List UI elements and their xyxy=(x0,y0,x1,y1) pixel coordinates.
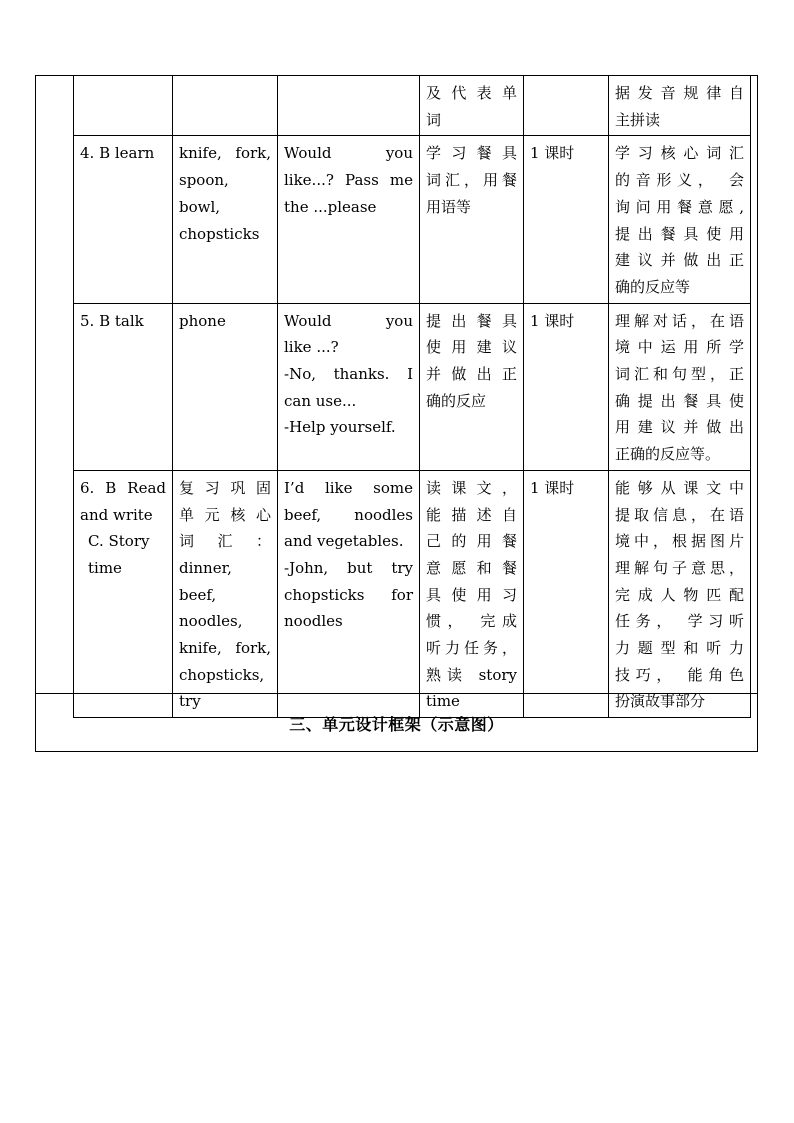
goals-cell xyxy=(609,470,751,717)
sentence-line: -John, but try xyxy=(284,558,413,577)
lesson-line: and write xyxy=(80,505,153,524)
sentence-line: can use... xyxy=(284,391,357,410)
goals-line: 的音形义， 会 xyxy=(615,171,744,190)
vocab-line: chopsticks xyxy=(179,224,260,243)
table-row xyxy=(74,470,751,717)
focus-line: 词汇，用餐 xyxy=(426,171,517,190)
lesson-cell xyxy=(74,76,173,136)
vocab-line: knife, fork, xyxy=(179,639,271,658)
goals-line: 询问用餐意愿, xyxy=(615,197,744,216)
focus-line: 确的反应 xyxy=(426,391,487,410)
goals-cell xyxy=(609,303,751,470)
focus-line: 熟读 story xyxy=(426,665,517,684)
vocab-line: knife, fork, xyxy=(179,144,271,163)
focus-line: time xyxy=(426,692,460,711)
vocab-cell xyxy=(173,470,278,717)
sentence-line: like...? Pass me xyxy=(284,171,413,190)
goals-cell xyxy=(609,136,751,303)
goals-line: 技巧， 能角色 xyxy=(615,665,744,684)
focus-line: 听力任务， xyxy=(426,639,517,658)
lesson-cell xyxy=(74,303,173,470)
goals-line: 建议并做出正 xyxy=(615,251,744,270)
hours-cell xyxy=(524,136,609,303)
focus-cell xyxy=(420,303,524,470)
lesson-cell xyxy=(74,136,173,303)
table-row xyxy=(74,303,751,470)
sentence-line: chopsticks for xyxy=(284,585,413,604)
vocab-cell xyxy=(173,76,278,136)
sentence-line: Would you xyxy=(284,311,413,330)
hours-cell xyxy=(524,76,609,136)
section-heading: 三、单元设计框架（示意图） xyxy=(289,714,504,734)
focus-line: 己的用餐 xyxy=(426,532,517,551)
vocab-line: beef, xyxy=(179,585,217,604)
focus-line: 学习餐具 xyxy=(426,144,517,163)
vocab-line: chopsticks, xyxy=(179,665,265,684)
sentence-line: beef, noodles xyxy=(284,505,413,524)
vocab-line: phone xyxy=(179,311,226,330)
focus-cell xyxy=(420,76,524,136)
lesson-line: 4. B learn xyxy=(80,144,155,163)
goals-line: 理解对话，在语 xyxy=(615,311,744,330)
sentences-cell xyxy=(278,303,420,470)
goals-line: 任务， 学习听 xyxy=(615,612,744,631)
focus-cell xyxy=(420,470,524,717)
focus-line: 及代表单 xyxy=(426,84,517,102)
vocab-line: spoon, xyxy=(179,171,229,190)
vocab-cell xyxy=(173,303,278,470)
vocab-line: 复习巩固 xyxy=(179,478,271,497)
lesson-line: time xyxy=(88,558,122,577)
vocab-line: try xyxy=(179,692,201,711)
goals-line: 据发音规律自 xyxy=(615,84,744,102)
vocab-line: dinner, xyxy=(179,558,232,577)
goals-line: 确的反应等 xyxy=(615,277,691,296)
goals-line: 扮演故事部分 xyxy=(615,692,706,711)
focus-line: 词 xyxy=(426,110,442,129)
goals-line: 主拼读 xyxy=(615,110,661,129)
sentences-cell xyxy=(278,136,420,303)
goals-line: 正确的反应等。 xyxy=(615,445,721,464)
focus-line: 提出餐具 xyxy=(426,311,517,330)
lesson-line: C. Story xyxy=(88,532,150,551)
focus-line: 意愿和餐 xyxy=(426,558,517,577)
sentence-line: -Help yourself. xyxy=(284,418,396,437)
table-row xyxy=(74,76,751,136)
sentence-line: and vegetables. xyxy=(284,532,404,551)
sentence-line: Would you xyxy=(284,144,413,163)
focus-line: 并做出正 xyxy=(426,365,517,384)
goals-line: 力题型和听力 xyxy=(615,639,744,658)
hours-cell xyxy=(524,470,609,717)
focus-line: 具使用习 xyxy=(426,585,517,604)
vocab-cell xyxy=(173,136,278,303)
goals-line: 理解句子意思， xyxy=(615,558,744,577)
sentence-line: -No, thanks. I xyxy=(284,365,413,384)
focus-line: 用语等 xyxy=(426,197,472,216)
goals-cell xyxy=(609,76,751,136)
sentences-cell xyxy=(278,76,420,136)
sentence-line: the ...please xyxy=(284,197,377,216)
hours-text: 1 课时 xyxy=(530,311,575,330)
focus-line: 惯， 完成 xyxy=(426,612,517,631)
sentence-line: noodles xyxy=(284,612,343,631)
hours-text: 1 课时 xyxy=(530,144,575,163)
goals-line: 学习核心词汇 xyxy=(615,144,744,163)
lesson-plan-table xyxy=(73,75,751,718)
goals-line: 境中运用所学 xyxy=(615,338,744,357)
goals-line: 提出餐具使用 xyxy=(615,224,744,243)
sentence-line: I’d like some xyxy=(284,478,413,497)
focus-cell xyxy=(420,136,524,303)
goals-line: 确提出餐具使 xyxy=(615,391,744,410)
hours-cell xyxy=(524,303,609,470)
table-row xyxy=(74,136,751,303)
focus-line: 使用建议 xyxy=(426,338,517,357)
hours-text: 1 课时 xyxy=(530,478,575,497)
goals-line: 提取信息，在语 xyxy=(615,505,744,524)
goals-line: 词汇和句型，正 xyxy=(615,365,744,384)
lesson-line: 5. B talk xyxy=(80,311,144,330)
goals-line: 完成人物匹配 xyxy=(615,585,744,604)
vocab-line: 词 汇 ： xyxy=(179,532,271,551)
lesson-line: 6. B Read xyxy=(80,478,166,497)
sentences-cell xyxy=(278,470,420,717)
vocab-line: 单元核心 xyxy=(179,505,271,524)
vocab-line: bowl, xyxy=(179,197,221,216)
sentence-line: like ...? xyxy=(284,338,339,357)
goals-line: 用建议并做出 xyxy=(615,418,744,437)
goals-line: 境中，根据图片 xyxy=(615,532,744,551)
focus-line: 能描述自 xyxy=(426,505,517,524)
focus-line: 读课文， xyxy=(426,478,517,497)
goals-line: 能够从课文中 xyxy=(615,478,744,497)
vocab-line: noodles, xyxy=(179,612,243,631)
lesson-cell xyxy=(74,470,173,717)
